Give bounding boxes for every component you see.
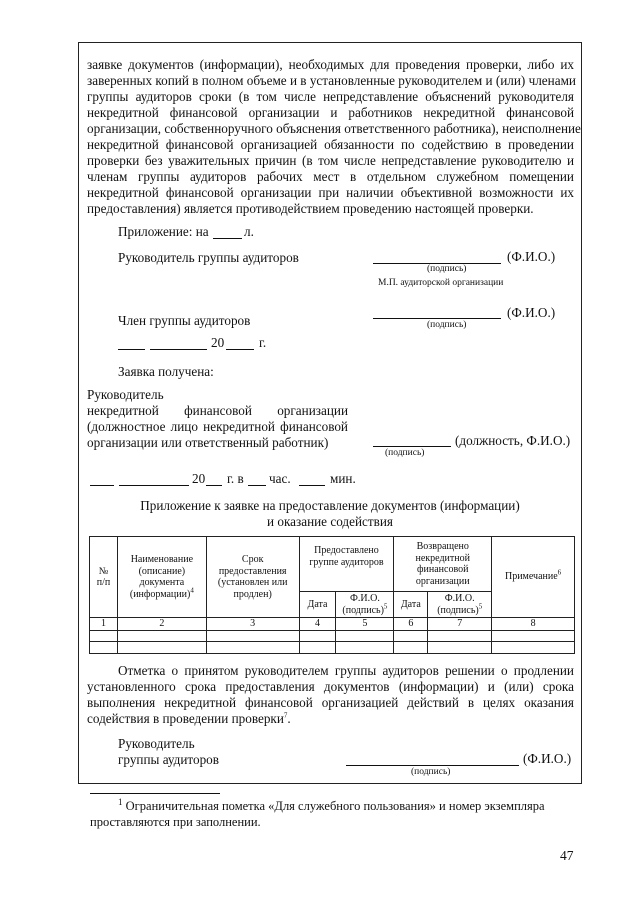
col-number: 4	[299, 618, 336, 631]
col-number: 5	[336, 618, 394, 631]
col-number: 2	[117, 618, 206, 631]
body-line: группы аудиторов сроки (в том числе непредставление объяснений руководителя	[87, 89, 574, 104]
appendix-table	[89, 536, 575, 654]
received-line: некредитной финансовой организации	[87, 403, 348, 418]
received-g-v: г. в	[227, 471, 244, 486]
attachment-sheets-field	[213, 238, 242, 239]
received-line: организации или ответственный работник)	[87, 435, 329, 450]
col-header-note: Примечание$^6$	[492, 537, 575, 618]
body-line: заверенных копий в полном объеме и в установленные руководителем и (или) членами	[87, 73, 576, 88]
table-row	[90, 631, 575, 642]
appendix-subtitle: и оказание содействия	[267, 514, 393, 529]
body-line: некредитной финансовой организации и работников некредитной финансовой	[87, 105, 574, 120]
received-signature-line	[373, 446, 451, 447]
received-month-field	[119, 485, 189, 486]
head-auditor-fio: (Ф.И.О.)	[507, 249, 556, 264]
page-number: 47	[560, 848, 574, 863]
head-sign-label: группы аудиторов	[118, 752, 220, 767]
received-minutes: мин.	[330, 471, 356, 486]
col-number: 7	[428, 618, 492, 631]
subheader-returned-fio: Ф.И.О. (подпись)$^5$	[428, 592, 492, 618]
date-month-field	[150, 349, 207, 350]
decision-line-last: содействия в проведении проверки$^7$.	[87, 711, 291, 726]
received-line: Руководитель	[87, 387, 164, 402]
head-auditor-signature-caption: (подпись)	[427, 264, 467, 274]
received-hour-field	[248, 485, 266, 486]
head-sign-signature-caption: (подпись)	[411, 767, 451, 777]
body-line: организации, собственноручного объяснения ответственного работника), неисполнение	[87, 121, 581, 136]
table-row-numbers	[90, 618, 575, 631]
member-auditor-label: Член группы аудиторов	[118, 313, 251, 328]
col-number: 8	[492, 618, 575, 631]
member-auditor-fio: (Ф.И.О.)	[507, 305, 556, 320]
received-hours: час.	[269, 471, 291, 486]
date-day-field	[118, 349, 145, 350]
col-number: 3	[206, 618, 299, 631]
date-year-field	[226, 349, 254, 350]
decision-line: Отметка о принятом руководителем группы аудиторов решении о продлении	[118, 663, 574, 678]
head-sign-label: Руководитель	[118, 736, 195, 751]
head-sign-fio: (Ф.И.О.)	[523, 751, 572, 766]
body-line: некредитной финансовой организацией обязанности по содействию в проведении	[87, 137, 574, 152]
subheader-given-date: Дата	[299, 592, 336, 618]
received-position-fio: (должность, Ф.И.О.)	[455, 433, 571, 448]
col-header-returned: Возвращено некредитной финансовой организации	[394, 537, 492, 592]
decision-line: выполнения некредитной финансовой организацией действий в целях оказания	[87, 695, 574, 710]
footnote-separator	[90, 793, 220, 794]
head-sign-signature-line	[346, 765, 519, 766]
col-header-name: Наименование (описание) документа (информации)$^4$	[117, 537, 206, 618]
head-auditor-label: Руководитель группы аудиторов	[118, 250, 299, 265]
received-year-prefix: 20	[192, 471, 206, 486]
body-line: предоставления) является противодействием проведению настоящей проверки.	[87, 201, 534, 216]
body-line: членам группы аудиторов рабочих мест в отдельном служебном помещении	[87, 169, 574, 184]
body-line: некредитной финансовой организации при наличии объективной возможности их	[87, 185, 574, 200]
received-year-field	[206, 485, 222, 486]
col-number: 1	[90, 618, 118, 631]
subheader-given-fio: Ф.И.О. (подпись)$^5$	[336, 592, 394, 618]
col-header-term: Срок предоставления (установлен или продлен)	[206, 537, 299, 618]
received-label: Заявка получена:	[118, 364, 214, 379]
attachment-label: Приложение: на	[118, 224, 209, 239]
body-line: заявке документов (информации), необходимых для проведения проверки, либо их	[87, 57, 574, 72]
date-year-prefix: 20	[211, 335, 225, 350]
decision-line: установленного срока предоставления документов (информации) и (или) срока	[87, 679, 574, 694]
received-line: (должностное лицо некредитной финансовой	[87, 419, 348, 434]
received-signature-caption: (подпись)	[385, 448, 425, 458]
col-header-given: Предоставлено группе аудиторов	[299, 537, 394, 592]
table-row	[90, 642, 575, 654]
footnote-line2: проставляются при заполнении.	[90, 815, 261, 829]
col-header-number: № п/п	[90, 537, 118, 618]
date-suffix: г.	[259, 335, 267, 350]
member-auditor-signature-line	[373, 318, 501, 319]
member-auditor-signature-caption: (подпись)	[427, 320, 467, 330]
subheader-returned-date: Дата	[394, 592, 428, 618]
appendix-title: Приложение к заявке на предоставление документов (информации)	[140, 498, 520, 513]
attachment-suffix: л.	[244, 224, 254, 239]
footnote: $^1$ Ограничительная пометка «Для служебного пользования» и номер экземпляра	[118, 796, 545, 813]
received-minute-field	[299, 485, 325, 486]
body-line: проверки без уважительных причин (в том числе непредставление руководителю и	[87, 153, 574, 168]
col-number: 6	[394, 618, 428, 631]
received-day-field	[90, 485, 114, 486]
stamp-caption: М.П. аудиторской организации	[378, 278, 504, 288]
